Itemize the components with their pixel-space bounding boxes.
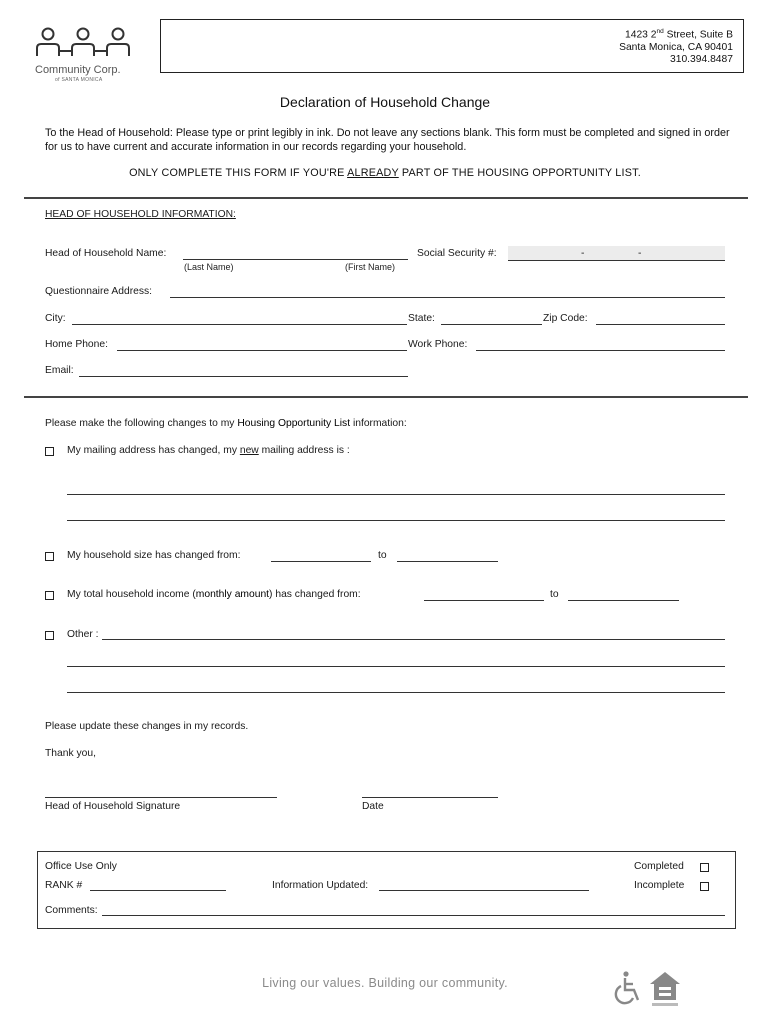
address-line-2: Santa Monica, CA 90401	[619, 41, 733, 53]
other-field-line-3[interactable]	[67, 692, 725, 693]
city-field[interactable]	[72, 324, 407, 325]
office-use-title: Office Use Only	[45, 861, 117, 872]
household-size-to-field[interactable]	[397, 561, 498, 562]
logo-subtext: of SANTA MONICA	[55, 77, 103, 83]
office-address	[619, 26, 733, 67]
last-name-hint: (Last Name)	[184, 262, 234, 272]
mailing-address-checkbox[interactable]	[45, 447, 54, 456]
first-name-hint: (First Name)	[345, 262, 395, 272]
incomplete-label: Incomplete	[634, 880, 685, 891]
home-phone-field[interactable]	[117, 350, 407, 351]
hoh-name-field[interactable]	[183, 259, 408, 260]
rank-field[interactable]	[90, 890, 226, 891]
other-checkbox[interactable]	[45, 631, 54, 640]
logo	[33, 26, 133, 86]
form-title: Declaration of Household Change	[279, 94, 491, 110]
signature-label: Head of Household Signature	[45, 801, 181, 812]
info-updated-field[interactable]	[379, 890, 589, 891]
zip-label: Zip Code:	[543, 313, 588, 324]
footer-slogan: Living our values. Building our community.	[262, 976, 508, 990]
comments-label: Comments:	[45, 905, 98, 916]
household-size-label: My household size has changed from:	[67, 550, 241, 561]
hoh-section-title: HEAD OF HOUSEHOLD INFORMATION:	[45, 209, 236, 220]
community-people-icon	[33, 26, 133, 64]
household-size-checkbox[interactable]	[45, 552, 54, 561]
hoh-name-label: Head of Household Name:	[45, 248, 167, 259]
zip-field[interactable]	[596, 324, 725, 325]
intro-text: To the Head of Household: Please type or print legibly in ink. Do not leave any sections blank. This form must be completed and signed in order for us to have current and accurate information in our records regarding your household.	[45, 127, 730, 153]
mailing-address-line-1[interactable]	[67, 494, 725, 495]
other-label: Other :	[67, 629, 99, 640]
ssn-field[interactable]	[508, 246, 725, 261]
divider	[24, 396, 748, 398]
home-phone-label: Home Phone:	[45, 339, 108, 350]
completed-checkbox[interactable]	[700, 863, 709, 872]
email-label: Email:	[45, 365, 74, 376]
equal-housing-opportunity-icon	[648, 970, 682, 1008]
ssn-label: Social Security #:	[417, 248, 497, 259]
signature-field[interactable]	[45, 797, 277, 798]
info-updated-label: Information Updated:	[272, 880, 369, 891]
income-checkbox[interactable]	[45, 591, 54, 600]
income-to-field[interactable]	[568, 600, 679, 601]
mailing-address-line-2[interactable]	[67, 520, 725, 521]
office-phone: 310.394.8487	[670, 54, 733, 66]
address-field[interactable]	[170, 297, 725, 298]
state-field[interactable]	[441, 324, 542, 325]
address-line-1: 1423 2nd Street, Suite B	[625, 28, 733, 41]
income-from-field[interactable]	[424, 600, 544, 601]
thank-you-text: Thank you,	[45, 748, 96, 759]
email-field[interactable]	[79, 376, 408, 377]
household-size-to-label: to	[378, 550, 387, 561]
state-label: State:	[408, 313, 435, 324]
ssn-dash-2: -	[638, 248, 642, 259]
income-to-label: to	[550, 589, 559, 600]
rank-label: RANK #	[45, 880, 83, 891]
mailing-address-label: My mailing address has changed, my new mailing address is :	[67, 445, 350, 456]
completed-label: Completed	[634, 861, 684, 872]
city-label: City:	[45, 313, 66, 324]
other-field-line-1[interactable]	[102, 639, 725, 640]
work-phone-field[interactable]	[476, 350, 725, 351]
incomplete-checkbox[interactable]	[700, 882, 709, 891]
eligibility-notice: ONLY COMPLETE THIS FORM IF YOU'RE ALREADY PART OF THE HOUSING OPPORTUNITY LIST.	[129, 167, 641, 179]
household-size-from-field[interactable]	[271, 561, 371, 562]
changes-intro: Please make the following changes to my Housing Opportunity List information:	[45, 418, 407, 429]
date-field[interactable]	[362, 797, 498, 798]
comments-field[interactable]	[102, 915, 725, 916]
address-label: Questionnaire Address:	[45, 286, 153, 297]
other-field-line-2[interactable]	[67, 666, 725, 667]
wheelchair-accessibility-icon	[614, 970, 644, 1006]
income-label: My total household income (monthly amount) has changed from:	[67, 589, 361, 600]
work-phone-label: Work Phone:	[408, 339, 468, 350]
ssn-dash-1: -	[581, 248, 585, 259]
date-label: Date	[362, 801, 384, 812]
update-request-text: Please update these changes in my records.	[45, 721, 249, 732]
divider	[24, 197, 748, 199]
logo-text: Community Corp.	[35, 64, 121, 76]
